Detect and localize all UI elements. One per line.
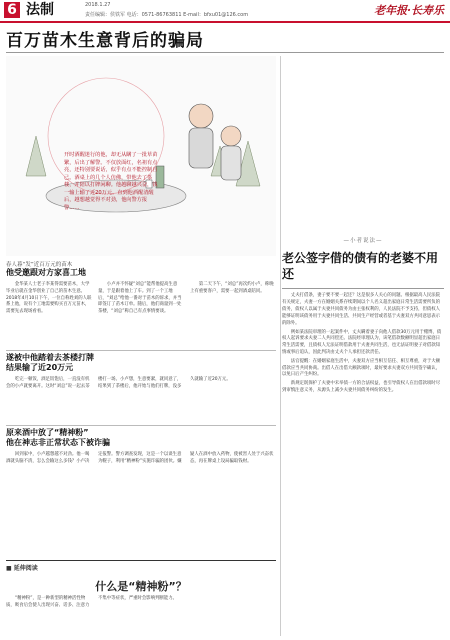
date-line: 2018.1.27 xyxy=(85,2,111,8)
section-1-para-2: 小卢并不怀疑“刘总”能帮他提高生意量，于是跟着他上了车。到了一个工地后，“刘总”给他一番对于苗木的诉求，并当即签订了苗木订单。随后，他们商量到一处茶楼，“刘总”称自己有点事情要谈。 xyxy=(98,282,182,315)
masthead-logo: 老年报·长寿乐 xyxy=(374,4,444,17)
divider xyxy=(6,425,276,426)
section-2-title: 遂被中他踏着去茶楼打牌 xyxy=(6,353,94,362)
section-3-para-1: 回到家中，小卢越想越不对劲。他一喝酒就头脑不清，怎么会输这么多钱？小卢决定报警。警方调查发现，这是一个以谈生意为幌子，利用“精神粉”实施诈骗的团伙。嫌疑人在酒中放入药物，使被害人处于兴奋状态，再在牌桌上设局骗取钱财。 xyxy=(6,452,274,464)
divider xyxy=(6,350,276,351)
title-rule xyxy=(282,288,444,289)
section-2-subtitle: 结果输了近20万元 xyxy=(6,363,74,373)
section-3-subtitle: 他在神志非正常状态下被诈骗 xyxy=(6,438,110,448)
section-name: 法制 xyxy=(26,2,54,18)
header-rule xyxy=(0,21,450,23)
box-rule xyxy=(6,560,276,561)
section-1-body xyxy=(6,282,276,316)
column-divider xyxy=(280,56,281,636)
illustration xyxy=(6,56,276,256)
extended-reading-tag: ■ 延伸阅读 xyxy=(6,565,38,572)
article-section-2 xyxy=(6,353,276,374)
section-2-body xyxy=(6,377,276,391)
column-title: 老公签字借的债有的老婆不用还 xyxy=(282,251,439,282)
box-para-1: “精神粉”，是一种新型的精神活性物质，吸食后会使人出现兴奋、话多、注意力不集中等症状，严重时会影响判断能力。 xyxy=(6,596,178,608)
headline-rule xyxy=(6,52,444,53)
column-para-2: 例如某法院审理的一起案件中，丈夫瞒着妻子向他人借款30万元用于赌博，债权人起诉要求夫妻二人共同偿还。法院经审理认为，该笔借款数额明显超出家庭日常生活需要，且债权人无法证明借款用于夫妻共同生活，也无法证明妻子对借款知情或事后追认，因此判决由丈夫个人承担还款责任。 xyxy=(282,329,442,355)
article-section-1 xyxy=(6,260,276,278)
illustration-caption: 开时酒醒迷行的他，却无从瞒了一批草苗繁，后出了解警。不仅放面红，名祖有点亮，还特别要说话，似乎有点不能控制自己。酒桌上的几个人仿佛，带他去了茶楼，并陪以打牌闲聊。他越聊越兴奋，钱一输上输了近20万元。直到他酒醒清醒后，越想越觉得不对劲，他向警方报警…… xyxy=(64,152,158,211)
box-title: 什么是“精神粉”？ xyxy=(95,580,187,593)
main-headline: 百万苗木生意背后的骗局 xyxy=(6,31,204,51)
section-3-title: 原来酒中放了“精神粉” xyxy=(6,428,89,437)
section-1-para-1: 金华某人士老子李某得需要苗木，大学毕业后就在金华创业了自己的苗木生意。2018年4月10日下午，一位自称姓刘的人联系上他，说有个工地需要购买百万元苗木，需要先去现场看看。 xyxy=(6,282,92,315)
editor-line: 责任编辑：侯铁军 电话：0571-86763811 E-mail：bfxu01@126.com xyxy=(85,12,249,18)
column-para-4: 新规定既保护了夫妻中未举债一方的合法权益，也引导债权人在出借款项时尽到审慎注意义务，从源头上减少夫妻共同债务纠纷的发生。 xyxy=(282,381,441,394)
box-body xyxy=(6,596,276,610)
page-number: 6 xyxy=(4,2,20,18)
article-section-3 xyxy=(6,428,276,449)
page-header xyxy=(0,0,450,22)
section-1-kicker: 春人暮“发”近百万元的苗木 xyxy=(6,262,73,268)
section-3-body xyxy=(6,452,276,466)
section-1-para-3: 第二天下午，“刘总”再次约小卢，称晚上有重要客户，需要一起到酒桌陪同。 xyxy=(190,282,274,294)
column-para-3: 法官提醒：在婚姻家庭生活中，夫妻双方应当相互信任、相互尊重，对于大额借款应当共同协商。出借人在出借大额款项时，最好要求夫妻双方共同签字确认，以免日后产生纠纷。 xyxy=(282,358,441,378)
section-1-title: 他受邀跟对方家喜工地 xyxy=(6,268,86,277)
column-para-1: 丈夫打借条，妻子要不要一起还？这是很多人关心的问题。根据最高人民法院有关规定，夫妻一方在婚姻关系存续期间以个人名义超出家庭日常生活需要所负的债务，债权人以属于夫妻共同债务为由主张权利的，人民法院不予支持，但债权人能够证明该债务用于夫妻共同生活、共同生产经营或者基于夫妻双方共同意思表示的除外。 xyxy=(282,293,441,326)
column-banner: —小者说法— xyxy=(343,238,383,244)
right-column xyxy=(282,56,444,640)
section-2-para-1: 吃完一顿饭，酒足饭饱后，一直没有机会的小卢就要离开。这时“刘总”说一起去茶楼打一场。小卢想，生意要紧，就同意了，结果到了茶楼后，他开始与他们打牌，没多久就输了近20万元。 xyxy=(6,377,231,389)
